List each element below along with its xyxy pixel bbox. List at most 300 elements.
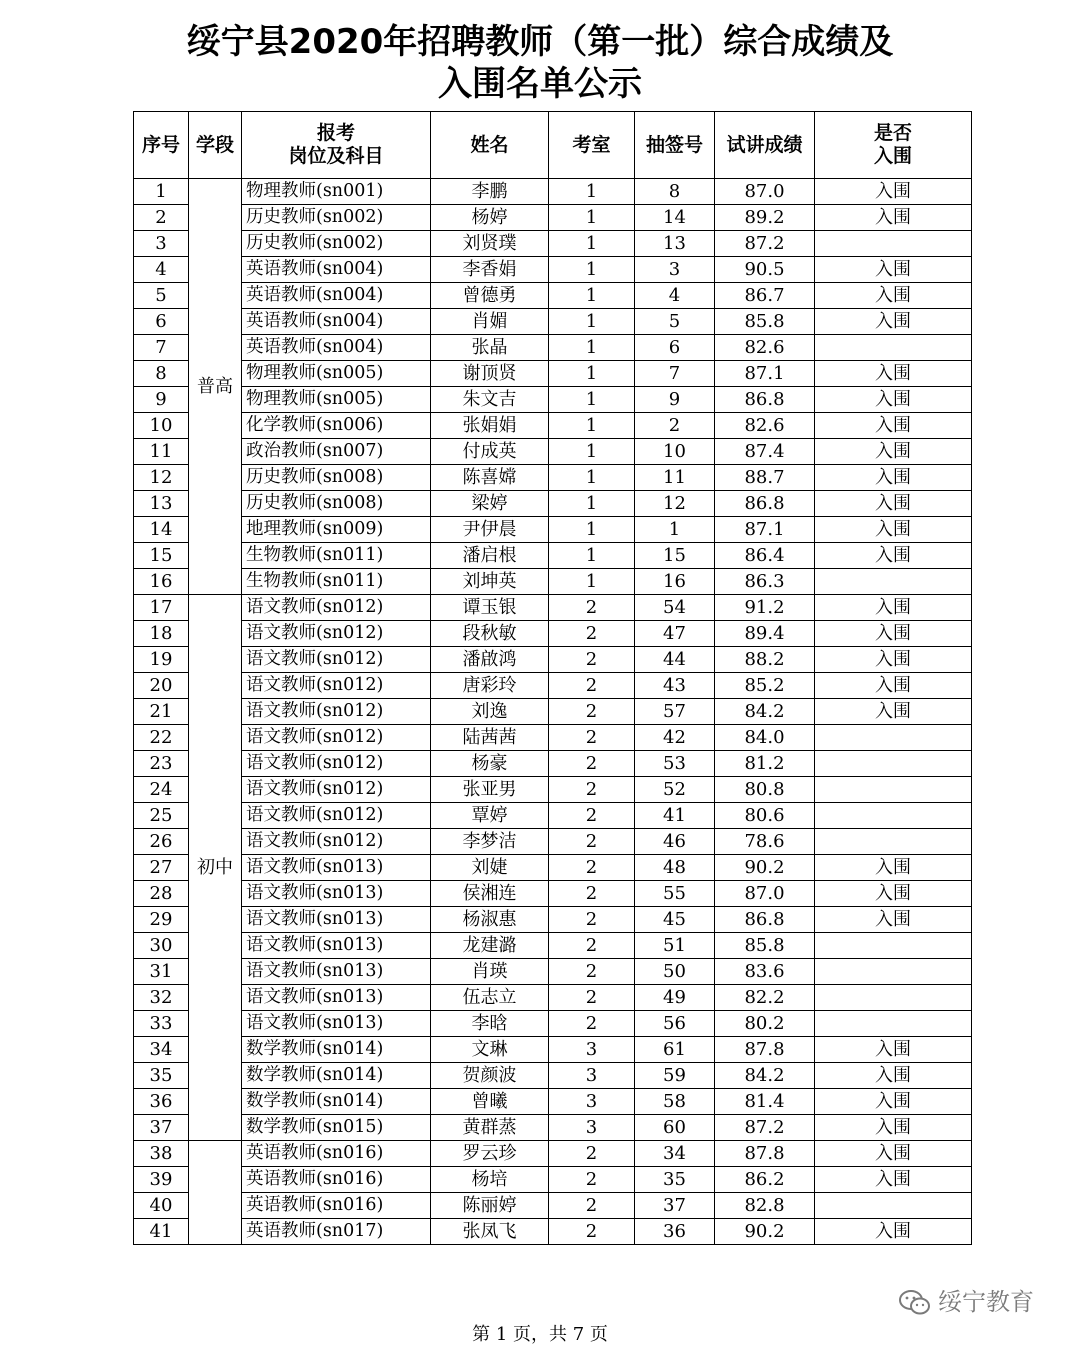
- cell-lot: 4: [635, 283, 715, 309]
- cell-name: 张凤飞: [431, 1219, 549, 1245]
- cell-name: 唐彩玲: [431, 673, 549, 699]
- cell-name: 陈喜嫦: [431, 465, 549, 491]
- header-post: [242, 112, 431, 179]
- cell-score: 87.0: [715, 179, 815, 205]
- cell-room: 1: [549, 205, 635, 231]
- cell-seq: 8: [134, 361, 189, 387]
- cell-score: 86.2: [715, 1167, 815, 1193]
- table-row: [134, 855, 972, 881]
- cell-room: 2: [549, 933, 635, 959]
- cell-room: 1: [549, 569, 635, 595]
- table-row: [134, 881, 972, 907]
- cell-shortlist: 入围: [815, 179, 972, 205]
- watermark: [898, 1284, 1068, 1324]
- cell-shortlist: 入围: [815, 1219, 972, 1245]
- cell-lot: 14: [635, 205, 715, 231]
- cell-score: 87.4: [715, 439, 815, 465]
- cell-shortlist: 入围: [815, 387, 972, 413]
- table-header-row: [134, 112, 972, 179]
- header-stage: 学段: [189, 112, 242, 179]
- table-row: [134, 829, 972, 855]
- cell-score: 80.6: [715, 803, 815, 829]
- cell-lot: 44: [635, 647, 715, 673]
- cell-post: 数学教师(sn014): [242, 1063, 431, 1089]
- cell-lot: 55: [635, 881, 715, 907]
- cell-room: 1: [549, 309, 635, 335]
- cell-lot: 15: [635, 543, 715, 569]
- table-row: [134, 1063, 972, 1089]
- cell-shortlist: 入围: [815, 881, 972, 907]
- table-body: [134, 179, 972, 1245]
- cell-post: 语文教师(sn012): [242, 621, 431, 647]
- cell-seq: 6: [134, 309, 189, 335]
- cell-shortlist: 入围: [815, 647, 972, 673]
- cell-lot: 11: [635, 465, 715, 491]
- cell-lot: 56: [635, 1011, 715, 1037]
- cell-seq: 5: [134, 283, 189, 309]
- cell-lot: 47: [635, 621, 715, 647]
- cell-post: 英语教师(sn016): [242, 1167, 431, 1193]
- cell-score: 88.2: [715, 647, 815, 673]
- cell-seq: 1: [134, 179, 189, 205]
- cell-seq: 31: [134, 959, 189, 985]
- cell-lot: 42: [635, 725, 715, 751]
- cell-lot: 5: [635, 309, 715, 335]
- cell-lot: 49: [635, 985, 715, 1011]
- table-row: [134, 1193, 972, 1219]
- cell-shortlist: [815, 569, 972, 595]
- cell-shortlist: 入围: [815, 1063, 972, 1089]
- cell-score: 78.6: [715, 829, 815, 855]
- cell-seq: 32: [134, 985, 189, 1011]
- table-row: [134, 257, 972, 283]
- cell-score: 82.2: [715, 985, 815, 1011]
- cell-seq: 24: [134, 777, 189, 803]
- page-footer: 第 1 页，共 7 页: [472, 1324, 608, 1345]
- cell-name: 李晗: [431, 1011, 549, 1037]
- cell-seq: 33: [134, 1011, 189, 1037]
- cell-post: 语文教师(sn012): [242, 595, 431, 621]
- table-row: [134, 361, 972, 387]
- cell-score: 84.2: [715, 1063, 815, 1089]
- table-row: [134, 1167, 972, 1193]
- cell-name: 杨淑惠: [431, 907, 549, 933]
- cell-post: 语文教师(sn013): [242, 907, 431, 933]
- cell-score: 90.5: [715, 257, 815, 283]
- cell-score: 88.7: [715, 465, 815, 491]
- cell-seq: 40: [134, 1193, 189, 1219]
- table-row: [134, 283, 972, 309]
- cell-name: 朱文吉: [431, 387, 549, 413]
- cell-post: 历史教师(sn008): [242, 465, 431, 491]
- cell-seq: 13: [134, 491, 189, 517]
- cell-room: 1: [549, 517, 635, 543]
- cell-seq: 10: [134, 413, 189, 439]
- table-row: [134, 751, 972, 777]
- cell-name: 肖媚: [431, 309, 549, 335]
- cell-room: 1: [549, 257, 635, 283]
- cell-post: 化学教师(sn006): [242, 413, 431, 439]
- table-row: [134, 725, 972, 751]
- cell-seq: 39: [134, 1167, 189, 1193]
- cell-lot: 37: [635, 1193, 715, 1219]
- cell-seq: 12: [134, 465, 189, 491]
- cell-room: 2: [549, 777, 635, 803]
- cell-name: 贺颜波: [431, 1063, 549, 1089]
- cell-post: 语文教师(sn013): [242, 881, 431, 907]
- cell-room: 2: [549, 647, 635, 673]
- cell-score: 80.8: [715, 777, 815, 803]
- cell-room: 2: [549, 725, 635, 751]
- cell-lot: 50: [635, 959, 715, 985]
- cell-seq: 21: [134, 699, 189, 725]
- cell-post: 英语教师(sn004): [242, 335, 431, 361]
- cell-name: 潘啟鸿: [431, 647, 549, 673]
- cell-name: 刘逸: [431, 699, 549, 725]
- cell-post: 语文教师(sn012): [242, 829, 431, 855]
- cell-name: 尹伊晨: [431, 517, 549, 543]
- cell-post: 语文教师(sn012): [242, 803, 431, 829]
- table-row: [134, 335, 972, 361]
- cell-shortlist: 入围: [815, 309, 972, 335]
- cell-score: 84.2: [715, 699, 815, 725]
- page-title-line1: 绥宁县2020年招聘教师（第一批）综合成绩及: [186, 22, 894, 62]
- cell-lot: 60: [635, 1115, 715, 1141]
- table-row: [134, 517, 972, 543]
- cell-room: 2: [549, 621, 635, 647]
- header-room: 考室: [549, 112, 635, 179]
- table-row: [134, 777, 972, 803]
- cell-score: 87.8: [715, 1037, 815, 1063]
- cell-post: 生物教师(sn011): [242, 543, 431, 569]
- cell-post: 英语教师(sn016): [242, 1193, 431, 1219]
- cell-score: 87.1: [715, 517, 815, 543]
- cell-shortlist: [815, 959, 972, 985]
- cell-lot: 54: [635, 595, 715, 621]
- cell-shortlist: [815, 231, 972, 257]
- table-row: [134, 933, 972, 959]
- cell-name: 曾曦: [431, 1089, 549, 1115]
- cell-room: 1: [549, 231, 635, 257]
- cell-lot: 34: [635, 1141, 715, 1167]
- header-post-line2: 岗位及科目: [288, 145, 384, 167]
- cell-name: 谭玉银: [431, 595, 549, 621]
- cell-seq: 20: [134, 673, 189, 699]
- cell-lot: 16: [635, 569, 715, 595]
- table-row: [134, 439, 972, 465]
- cell-lot: 51: [635, 933, 715, 959]
- cell-name: 李梦洁: [431, 829, 549, 855]
- cell-room: 1: [549, 439, 635, 465]
- cell-lot: 52: [635, 777, 715, 803]
- cell-lot: 6: [635, 335, 715, 361]
- cell-room: 1: [549, 543, 635, 569]
- results-table: [133, 111, 972, 1245]
- cell-room: 2: [549, 881, 635, 907]
- cell-lot: 1: [635, 517, 715, 543]
- cell-seq: 18: [134, 621, 189, 647]
- cell-lot: 10: [635, 439, 715, 465]
- table-row: [134, 1089, 972, 1115]
- cell-room: 2: [549, 959, 635, 985]
- cell-post: 语文教师(sn013): [242, 933, 431, 959]
- cell-post: 数学教师(sn015): [242, 1115, 431, 1141]
- cell-shortlist: 入围: [815, 205, 972, 231]
- cell-score: 85.8: [715, 309, 815, 335]
- cell-post: 历史教师(sn008): [242, 491, 431, 517]
- cell-shortlist: 入围: [815, 283, 972, 309]
- table-row: [134, 231, 972, 257]
- cell-lot: 9: [635, 387, 715, 413]
- cell-score: 82.8: [715, 1193, 815, 1219]
- cell-room: 2: [549, 1193, 635, 1219]
- cell-lot: 58: [635, 1089, 715, 1115]
- cell-name: 李香娟: [431, 257, 549, 283]
- cell-score: 81.2: [715, 751, 815, 777]
- table-row: [134, 179, 972, 205]
- page-title-line2: 入围名单公示: [438, 64, 642, 104]
- table-row: [134, 595, 972, 621]
- cell-post: 历史教师(sn002): [242, 231, 431, 257]
- cell-seq: 4: [134, 257, 189, 283]
- cell-lot: 59: [635, 1063, 715, 1089]
- table-row: [134, 673, 972, 699]
- cell-name: 刘婕: [431, 855, 549, 881]
- cell-name: 付成英: [431, 439, 549, 465]
- cell-room: 2: [549, 829, 635, 855]
- cell-lot: 57: [635, 699, 715, 725]
- table-row: [134, 647, 972, 673]
- cell-post: 物理教师(sn005): [242, 361, 431, 387]
- cell-name: 潘启根: [431, 543, 549, 569]
- cell-name: 陈丽婷: [431, 1193, 549, 1219]
- cell-room: 2: [549, 803, 635, 829]
- cell-seq: 15: [134, 543, 189, 569]
- table-row: [134, 621, 972, 647]
- table-row: [134, 491, 972, 517]
- cell-room: 2: [549, 985, 635, 1011]
- cell-seq: 14: [134, 517, 189, 543]
- cell-shortlist: 入围: [815, 517, 972, 543]
- table-row: [134, 1037, 972, 1063]
- cell-name: 黄群蒸: [431, 1115, 549, 1141]
- cell-seq: 9: [134, 387, 189, 413]
- cell-seq: 27: [134, 855, 189, 881]
- cell-score: 81.4: [715, 1089, 815, 1115]
- cell-score: 80.2: [715, 1011, 815, 1037]
- cell-post: 物理教师(sn005): [242, 387, 431, 413]
- cell-name: 张娟娟: [431, 413, 549, 439]
- cell-shortlist: [815, 751, 972, 777]
- cell-lot: 45: [635, 907, 715, 933]
- cell-room: 2: [549, 1167, 635, 1193]
- cell-score: 86.8: [715, 907, 815, 933]
- cell-stage: 普高: [189, 179, 242, 595]
- cell-room: 1: [549, 179, 635, 205]
- cell-score: 86.7: [715, 283, 815, 309]
- cell-room: 1: [549, 361, 635, 387]
- cell-post: 语文教师(sn012): [242, 699, 431, 725]
- cell-score: 85.2: [715, 673, 815, 699]
- cell-shortlist: [815, 933, 972, 959]
- cell-lot: 46: [635, 829, 715, 855]
- table-row: [134, 1011, 972, 1037]
- cell-name: 文琳: [431, 1037, 549, 1063]
- header-seq: 序号: [134, 112, 189, 179]
- cell-shortlist: 入围: [815, 621, 972, 647]
- header-post-line1: 报考: [316, 122, 355, 144]
- cell-room: 2: [549, 907, 635, 933]
- cell-shortlist: 入围: [815, 543, 972, 569]
- cell-room: 2: [549, 595, 635, 621]
- cell-shortlist: 入围: [815, 257, 972, 283]
- cell-post: 政治教师(sn007): [242, 439, 431, 465]
- cell-score: 87.1: [715, 361, 815, 387]
- cell-name: 梁婷: [431, 491, 549, 517]
- cell-seq: 11: [134, 439, 189, 465]
- cell-score: 87.8: [715, 1141, 815, 1167]
- cell-seq: 30: [134, 933, 189, 959]
- cell-stage: 初中: [189, 595, 242, 1141]
- cell-name: 杨豪: [431, 751, 549, 777]
- cell-post: 英语教师(sn004): [242, 283, 431, 309]
- cell-shortlist: [815, 985, 972, 1011]
- cell-room: 2: [549, 1011, 635, 1037]
- cell-lot: 36: [635, 1219, 715, 1245]
- header-shortlist: [815, 112, 972, 179]
- header-name: 姓名: [431, 112, 549, 179]
- cell-name: 李鹏: [431, 179, 549, 205]
- cell-score: 86.4: [715, 543, 815, 569]
- cell-post: 地理教师(sn009): [242, 517, 431, 543]
- cell-post: 物理教师(sn001): [242, 179, 431, 205]
- cell-room: 2: [549, 855, 635, 881]
- cell-shortlist: 入围: [815, 1037, 972, 1063]
- cell-lot: 8: [635, 179, 715, 205]
- cell-shortlist: 入围: [815, 907, 972, 933]
- cell-name: 罗云珍: [431, 1141, 549, 1167]
- cell-score: 85.8: [715, 933, 815, 959]
- table-row: [134, 699, 972, 725]
- cell-seq: 2: [134, 205, 189, 231]
- cell-name: 杨婷: [431, 205, 549, 231]
- cell-lot: 43: [635, 673, 715, 699]
- cell-room: 1: [549, 491, 635, 517]
- cell-stage: [189, 1141, 242, 1245]
- cell-post: 语文教师(sn013): [242, 985, 431, 1011]
- cell-name: 伍志立: [431, 985, 549, 1011]
- cell-shortlist: [815, 335, 972, 361]
- table-row: [134, 985, 972, 1011]
- cell-seq: 19: [134, 647, 189, 673]
- cell-shortlist: 入围: [815, 595, 972, 621]
- cell-shortlist: 入围: [815, 699, 972, 725]
- cell-post: 语文教师(sn012): [242, 725, 431, 751]
- cell-shortlist: 入围: [815, 465, 972, 491]
- cell-score: 82.6: [715, 413, 815, 439]
- cell-score: 90.2: [715, 855, 815, 881]
- cell-score: 87.2: [715, 1115, 815, 1141]
- cell-seq: 36: [134, 1089, 189, 1115]
- cell-post: 英语教师(sn017): [242, 1219, 431, 1245]
- cell-seq: 34: [134, 1037, 189, 1063]
- cell-lot: 53: [635, 751, 715, 777]
- cell-score: 86.8: [715, 491, 815, 517]
- wechat-icon: [898, 1289, 932, 1317]
- cell-seq: 17: [134, 595, 189, 621]
- cell-shortlist: 入围: [815, 855, 972, 881]
- cell-name: 段秋敏: [431, 621, 549, 647]
- cell-score: 89.4: [715, 621, 815, 647]
- cell-seq: 7: [134, 335, 189, 361]
- cell-shortlist: 入围: [815, 361, 972, 387]
- cell-room: 3: [549, 1037, 635, 1063]
- table-row: [134, 1115, 972, 1141]
- cell-shortlist: 入围: [815, 413, 972, 439]
- cell-score: 86.3: [715, 569, 815, 595]
- cell-post: 英语教师(sn004): [242, 309, 431, 335]
- cell-shortlist: 入围: [815, 1089, 972, 1115]
- cell-lot: 13: [635, 231, 715, 257]
- cell-shortlist: [815, 829, 972, 855]
- cell-post: 语文教师(sn013): [242, 1011, 431, 1037]
- table-row: [134, 309, 972, 335]
- cell-shortlist: 入围: [815, 439, 972, 465]
- cell-score: 83.6: [715, 959, 815, 985]
- cell-post: 语文教师(sn013): [242, 855, 431, 881]
- cell-shortlist: 入围: [815, 673, 972, 699]
- cell-shortlist: 入围: [815, 1141, 972, 1167]
- cell-shortlist: 入围: [815, 1167, 972, 1193]
- cell-room: 1: [549, 465, 635, 491]
- header-shortlist-line1: 是否: [873, 122, 912, 144]
- table-row: [134, 387, 972, 413]
- cell-room: 1: [549, 335, 635, 361]
- cell-seq: 23: [134, 751, 189, 777]
- cell-seq: 29: [134, 907, 189, 933]
- table-row: [134, 907, 972, 933]
- header-lot: 抽签号: [635, 112, 715, 179]
- cell-room: 3: [549, 1063, 635, 1089]
- table-row: [134, 1219, 972, 1245]
- table-row: [134, 959, 972, 985]
- cell-score: 89.2: [715, 205, 815, 231]
- cell-seq: 41: [134, 1219, 189, 1245]
- cell-seq: 35: [134, 1063, 189, 1089]
- cell-seq: 38: [134, 1141, 189, 1167]
- cell-post: 历史教师(sn002): [242, 205, 431, 231]
- cell-lot: 3: [635, 257, 715, 283]
- cell-seq: 25: [134, 803, 189, 829]
- cell-score: 87.2: [715, 231, 815, 257]
- table-row: [134, 543, 972, 569]
- cell-name: 陆茜茜: [431, 725, 549, 751]
- cell-post: 生物教师(sn011): [242, 569, 431, 595]
- cell-name: 杨培: [431, 1167, 549, 1193]
- cell-post: 语文教师(sn012): [242, 647, 431, 673]
- cell-post: 数学教师(sn014): [242, 1089, 431, 1115]
- cell-shortlist: 入围: [815, 1115, 972, 1141]
- cell-name: 曾德勇: [431, 283, 549, 309]
- cell-lot: 2: [635, 413, 715, 439]
- cell-shortlist: [815, 803, 972, 829]
- cell-post: 英语教师(sn004): [242, 257, 431, 283]
- cell-room: 2: [549, 1141, 635, 1167]
- cell-room: 2: [549, 751, 635, 777]
- cell-seq: 37: [134, 1115, 189, 1141]
- cell-room: 3: [549, 1089, 635, 1115]
- cell-post: 语文教师(sn012): [242, 673, 431, 699]
